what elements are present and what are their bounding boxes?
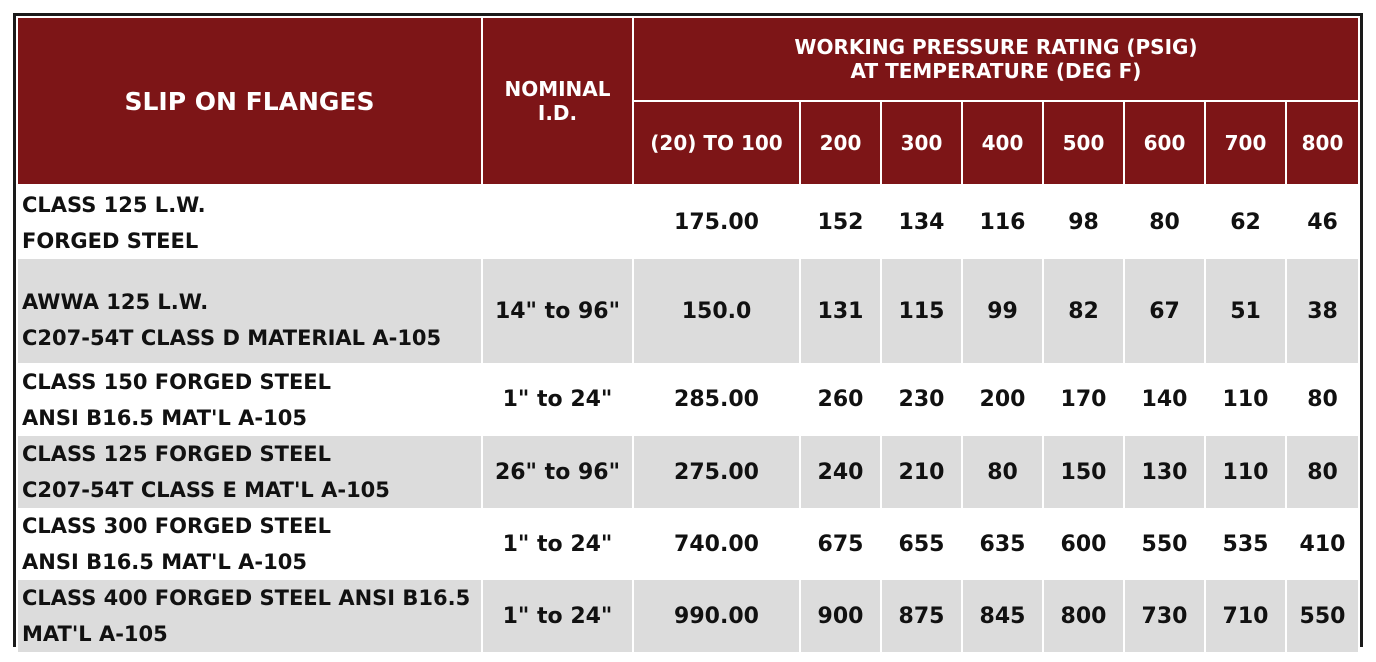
table-row [17, 508, 1359, 580]
table-row [17, 580, 1359, 652]
nominal-header-line1: NOMINAL [504, 77, 611, 101]
flange-description [17, 259, 482, 363]
nominal-id-cell [482, 185, 633, 259]
pressure-rating-header [633, 17, 1359, 101]
description-line2: ANSI B16.5 MAT'L A-105 [22, 405, 307, 430]
rating-header-line2: AT TEMPERATURE (DEG F) [850, 59, 1142, 83]
pressure-cell: 655 [881, 508, 962, 580]
pressure-cell: 110 [1205, 436, 1286, 508]
pressure-cell: 46 [1286, 185, 1359, 259]
pressure-cell: 82 [1043, 259, 1124, 363]
nominal-id-cell: 1" to 24" [482, 580, 633, 652]
pressure-cell: 110 [1205, 363, 1286, 436]
nominal-id-cell: 14" to 96" [482, 259, 633, 363]
nominal-id-cell: 1" to 24" [482, 508, 633, 580]
pressure-cell: 80 [962, 436, 1043, 508]
pressure-cell: 410 [1286, 508, 1359, 580]
pressure-cell: 200 [962, 363, 1043, 436]
pressure-cell: 80 [1124, 185, 1205, 259]
pressure-cell: 80 [1286, 363, 1359, 436]
pressure-cell: 80 [1286, 436, 1359, 508]
flange-description [17, 185, 482, 259]
description-line2: C207-54T CLASS D MATERIAL A-105 [22, 326, 442, 350]
pressure-rating-table [16, 16, 1360, 652]
pressure-cell: 98 [1043, 185, 1124, 259]
nominal-id-cell: 1" to 24" [482, 363, 633, 436]
product-header: SLIP ON FLANGES [17, 17, 482, 185]
temperature-header: 600 [1124, 101, 1205, 185]
pressure-cell: 710 [1205, 580, 1286, 652]
flange-description [17, 508, 482, 580]
description-line1: CLASS 150 FORGED STEEL [22, 369, 332, 394]
pressure-cell: 240 [800, 436, 881, 508]
pressure-cell: 131 [800, 259, 881, 363]
pressure-cell: 99 [962, 259, 1043, 363]
nominal-header-line2: I.D. [537, 101, 578, 125]
pressure-cell: 990.00 [633, 580, 800, 652]
pressure-cell: 845 [962, 580, 1043, 652]
pressure-cell: 140 [1124, 363, 1205, 436]
pressure-cell: 600 [1043, 508, 1124, 580]
pressure-cell: 740.00 [633, 508, 800, 580]
flange-description [17, 363, 482, 436]
description-line1: AWWA 125 L.W. [22, 290, 209, 314]
temperature-header: 800 [1286, 101, 1359, 185]
pressure-cell: 275.00 [633, 436, 800, 508]
pressure-cell: 635 [962, 508, 1043, 580]
flange-description [17, 436, 482, 508]
pressure-cell: 134 [881, 185, 962, 259]
pressure-cell: 170 [1043, 363, 1124, 436]
temperature-header: 700 [1205, 101, 1286, 185]
pressure-cell: 130 [1124, 436, 1205, 508]
pressure-rating-table-frame [13, 13, 1363, 647]
pressure-cell: 38 [1286, 259, 1359, 363]
pressure-cell: 550 [1286, 580, 1359, 652]
pressure-cell: 51 [1205, 259, 1286, 363]
description-line2: ANSI B16.5 MAT'L A-105 [22, 550, 307, 574]
header-row-top [17, 17, 1359, 101]
pressure-cell: 150 [1043, 436, 1124, 508]
description-line1: CLASS 125 FORGED STEEL [22, 442, 332, 466]
pressure-cell: 67 [1124, 259, 1205, 363]
pressure-cell: 550 [1124, 508, 1205, 580]
pressure-cell: 150.0 [633, 259, 800, 363]
pressure-cell: 730 [1124, 580, 1205, 652]
rating-header-line1: WORKING PRESSURE RATING (PSIG) [794, 35, 1198, 59]
pressure-cell: 230 [881, 363, 962, 436]
pressure-cell: 260 [800, 363, 881, 436]
pressure-cell: 900 [800, 580, 881, 652]
description-line1: CLASS 400 FORGED STEEL ANSI B16.5 [22, 586, 471, 610]
description-line2: C207-54T CLASS E MAT'L A-105 [22, 478, 390, 502]
description-line2: MAT'L A-105 [22, 622, 168, 646]
pressure-cell: 115 [881, 259, 962, 363]
nominal-id-header [482, 17, 633, 185]
temperature-header: 200 [800, 101, 881, 185]
pressure-cell: 210 [881, 436, 962, 508]
pressure-cell: 675 [800, 508, 881, 580]
pressure-cell: 175.00 [633, 185, 800, 259]
table-row [17, 185, 1359, 259]
pressure-cell: 800 [1043, 580, 1124, 652]
flange-description [17, 580, 482, 652]
description-line1: CLASS 125 L.W. [22, 192, 206, 217]
nominal-id-cell: 26" to 96" [482, 436, 633, 508]
temperature-header: 300 [881, 101, 962, 185]
description-line1: CLASS 300 FORGED STEEL [22, 514, 332, 538]
pressure-cell: 535 [1205, 508, 1286, 580]
description-line2: FORGED STEEL [22, 228, 199, 253]
pressure-cell: 875 [881, 580, 962, 652]
temperature-header: (20) TO 100 [633, 101, 800, 185]
pressure-cell: 152 [800, 185, 881, 259]
table-row [17, 259, 1359, 363]
temperature-header: 400 [962, 101, 1043, 185]
pressure-cell: 285.00 [633, 363, 800, 436]
temperature-header: 500 [1043, 101, 1124, 185]
table-row [17, 363, 1359, 436]
pressure-cell: 62 [1205, 185, 1286, 259]
pressure-cell: 116 [962, 185, 1043, 259]
table-row [17, 436, 1359, 508]
